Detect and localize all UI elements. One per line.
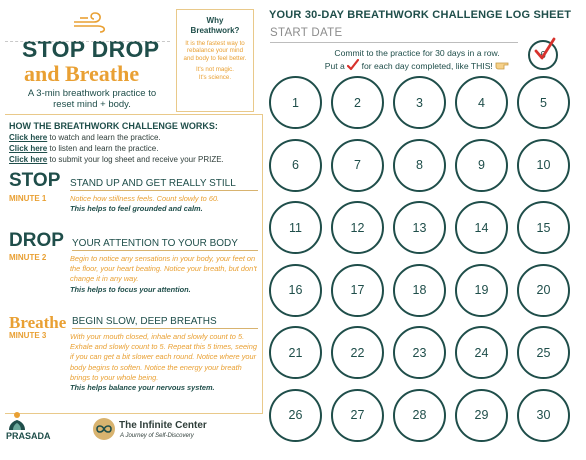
how-line-submit: Click here to submit your log sheet and receive your PRIZE.	[9, 155, 224, 164]
section-divider	[5, 114, 263, 115]
column-divider	[262, 114, 263, 414]
submit-link[interactable]: Click here	[9, 155, 48, 164]
day-circle-21[interactable]: 21	[269, 326, 322, 379]
red-check-icon	[534, 37, 556, 61]
red-check-icon	[347, 59, 359, 71]
day-circle-26[interactable]: 26	[269, 389, 322, 442]
step-breathe-word: Breathe	[9, 313, 67, 332]
minute-1-label: MINUTE 1	[9, 194, 47, 203]
infinite-center-tagline: A Journey of Self-Discovery	[120, 433, 194, 439]
day-circle-23[interactable]: 23	[393, 326, 446, 379]
listen-link[interactable]: Click here	[9, 144, 48, 153]
footer-divider	[5, 413, 263, 414]
prasada-logo-icon	[6, 410, 28, 432]
day-circle-16[interactable]: 16	[269, 264, 322, 317]
watch-link[interactable]: Click here	[9, 133, 48, 142]
day-circle-9[interactable]: 9	[455, 139, 508, 192]
how-it-works-title: HOW THE BREATHWORK CHALLENGE WORKS:	[9, 121, 218, 131]
minute-2-label: MINUTE 2	[9, 253, 47, 262]
day-circle-11[interactable]: 11	[269, 201, 322, 254]
day-circle-30[interactable]: 30	[517, 389, 570, 442]
start-date-label: START DATE	[270, 27, 343, 39]
day-circle-1[interactable]: 1	[269, 76, 322, 129]
why-science: It's not magic. It's science.	[196, 66, 234, 81]
example-checked-day: 6	[528, 40, 558, 70]
step-breathe-heading: BEGIN SLOW, DEEP BREATHS	[72, 316, 217, 327]
day-circle-10[interactable]: 10	[517, 139, 570, 192]
step-drop-heading: YOUR ATTENTION TO YOUR BODY	[72, 238, 238, 249]
subtitle: A 3-min breathwork practice to reset mind + body.	[27, 88, 157, 110]
step-rule	[72, 250, 258, 251]
header-guide	[5, 41, 170, 42]
day-circle-29[interactable]: 29	[455, 389, 508, 442]
day-circle-14[interactable]: 14	[455, 201, 508, 254]
day-circle-27[interactable]: 27	[331, 389, 384, 442]
day-circle-6[interactable]: 6	[269, 139, 322, 192]
day-circle-8[interactable]: 8	[393, 139, 446, 192]
day-circle-17[interactable]: 17	[331, 264, 384, 317]
day-circle-15[interactable]: 15	[517, 201, 570, 254]
how-line-watch: Click here to watch and learn the practice.	[9, 133, 161, 142]
day-circle-25[interactable]: 25	[517, 326, 570, 379]
day-circle-12[interactable]: 12	[331, 201, 384, 254]
step-breathe-body: With your mouth closed, inhale and slowly count to 5. Exhale and slowly count to 5. Repeat this 5 times, seeing if you can get a bit slower each round. Notice where your body begins to soften. Notice the energy your breath brings to your whole being. This helps balance your nervous system.	[70, 332, 257, 393]
step-rule	[72, 328, 258, 329]
step-drop-body: Begin to notice any sensations in your body, your feet on the floor, your heart beating. Notice your breath, but don't change it in any way. This helps to focus your attention.	[70, 254, 257, 294]
commit-instructions: Commit to the practice for 30 days in a row. Put a for each day completed, like THIS!	[311, 47, 523, 72]
day-circle-19[interactable]: 19	[455, 264, 508, 317]
day-circle-13[interactable]: 13	[393, 201, 446, 254]
step-stop-body: Notice how stillness feels. Count slowly to 60. This helps to feel grounded and calm.	[70, 194, 220, 214]
day-circle-5[interactable]: 5	[517, 76, 570, 129]
infinite-center-logo-icon	[92, 417, 116, 441]
start-date-line[interactable]	[270, 42, 518, 43]
step-stop-word: STOP	[9, 170, 61, 191]
day-circle-2[interactable]: 2	[331, 76, 384, 129]
step-drop-word: DROP	[9, 230, 64, 251]
day-circle-4[interactable]: 4	[455, 76, 508, 129]
prasada-name: PRASADA	[6, 431, 51, 441]
day-circle-3[interactable]: 3	[393, 76, 446, 129]
day-grid	[267, 76, 573, 454]
why-title: Why Breathwork?	[190, 16, 240, 35]
title-stop-drop: STOP DROP	[22, 36, 160, 62]
step-stop-heading: STAND UP AND GET REALLY STILL	[70, 178, 236, 189]
log-sheet-title: YOUR 30-DAY BREATHWORK CHALLENGE LOG SHEET	[269, 9, 572, 21]
pointing-hand-icon	[495, 60, 509, 70]
day-circle-28[interactable]: 28	[393, 389, 446, 442]
how-line-listen: Click here to listen and learn the practice.	[9, 144, 159, 153]
why-text: It is the fastest way to rebalance your mind and body to feel better.	[183, 40, 247, 62]
title-and-breathe: and Breathe	[24, 61, 140, 86]
breath-swirl-icon	[72, 10, 110, 34]
step-rule	[70, 190, 258, 191]
day-circle-24[interactable]: 24	[455, 326, 508, 379]
infinite-center-name: The Infinite Center	[119, 420, 207, 431]
day-circle-18[interactable]: 18	[393, 264, 446, 317]
day-circle-22[interactable]: 22	[331, 326, 384, 379]
minute-3-label: MINUTE 3	[9, 331, 47, 340]
why-breathwork-box	[176, 9, 254, 112]
day-circle-20[interactable]: 20	[517, 264, 570, 317]
day-circle-7[interactable]: 7	[331, 139, 384, 192]
